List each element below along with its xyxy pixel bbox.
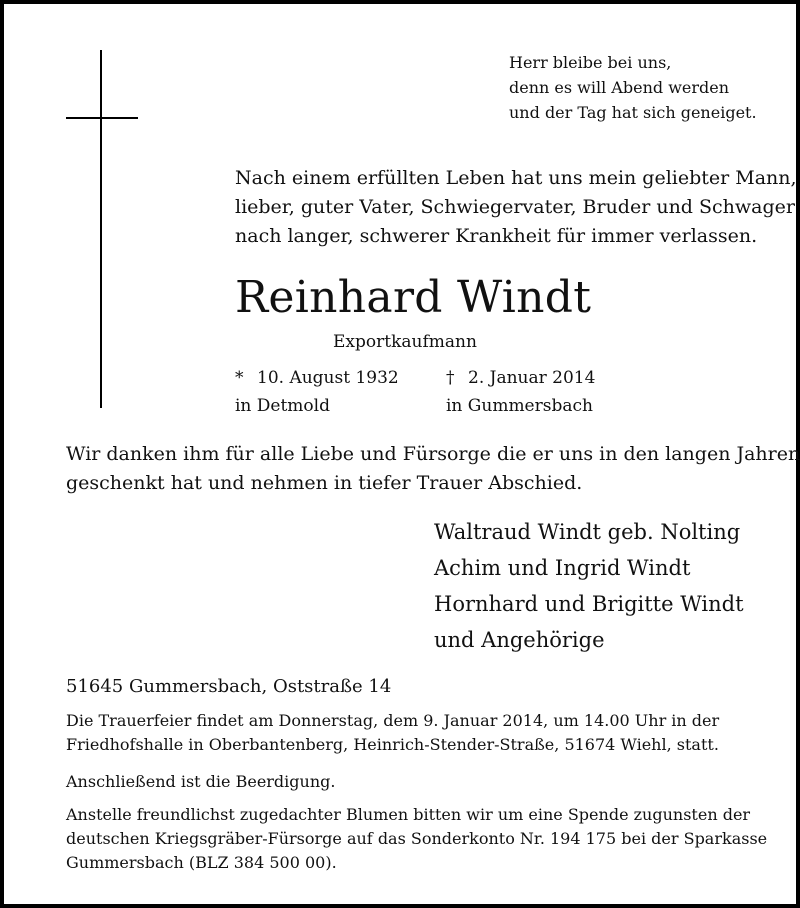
donation-line: deutschen Kriegsgräber-Fürsorge auf das Sonderkonto Nr. 194 175 bei der Sparkasse xyxy=(66,829,768,848)
deceased-name: Reinhard Windt xyxy=(235,272,592,323)
cross-icon-bar xyxy=(66,117,138,119)
mourner: und Angehörige xyxy=(434,628,605,652)
deceased-profession: Exportkaufmann xyxy=(333,332,477,352)
birth-date: 10. August 1932 xyxy=(257,368,399,388)
death-place: in Gummersbach xyxy=(446,396,593,416)
thanks-line: geschenkt hat und nehmen in tiefer Trauer Abschied. xyxy=(66,472,583,494)
donation-line: Anstelle freundlichst zugedachter Blumen bitten wir um eine Spende zugunsten der xyxy=(66,805,751,824)
service-info xyxy=(66,709,746,757)
mourner: Hornhard und Brigitte Windt xyxy=(434,592,744,616)
mourner: Waltraud Windt geb. Nolting xyxy=(434,520,741,544)
intro-line: Nach einem erfüllten Leben hat uns mein geliebter Mann, xyxy=(235,167,797,189)
burial-info: Anschließend ist die Beerdigung. xyxy=(66,772,336,791)
intro-text xyxy=(235,164,797,251)
bible-verse xyxy=(509,50,769,125)
service-line: Friedhofshalle in Oberbantenberg, Heinrich-Stender-Straße, 51674 Wiehl, statt. xyxy=(66,735,719,754)
birth-info xyxy=(235,364,399,420)
verse-line: denn es will Abend werden xyxy=(509,78,730,97)
verse-line: Herr bleibe bei uns, xyxy=(509,53,672,72)
death-info xyxy=(446,364,595,420)
thanks-line: Wir danken ihm für alle Liebe und Fürsorge die er uns in den langen Jahren xyxy=(66,443,800,465)
thanks-text xyxy=(66,440,800,498)
death-dagger-icon: † xyxy=(446,368,455,388)
death-date: 2. Januar 2014 xyxy=(468,368,596,388)
birth-place: in Detmold xyxy=(235,396,330,416)
birth-star-icon: * xyxy=(235,368,244,388)
donation-line: Gummersbach (BLZ 384 500 00). xyxy=(66,853,337,872)
service-line: Die Trauerfeier findet am Donnerstag, dem 9. Januar 2014, um 14.00 Uhr in der xyxy=(66,711,720,730)
mourners-list xyxy=(434,514,744,658)
family-address: 51645 Gummersbach, Oststraße 14 xyxy=(66,676,392,697)
intro-line: nach langer, schwerer Krankheit für immer verlassen. xyxy=(235,225,758,247)
verse-line: und der Tag hat sich geneiget. xyxy=(509,103,757,122)
donation-info xyxy=(66,803,768,875)
mourner: Achim und Ingrid Windt xyxy=(434,556,691,580)
cross-icon xyxy=(100,50,102,408)
intro-line: lieber, guter Vater, Schwiegervater, Bruder und Schwager xyxy=(235,196,795,218)
